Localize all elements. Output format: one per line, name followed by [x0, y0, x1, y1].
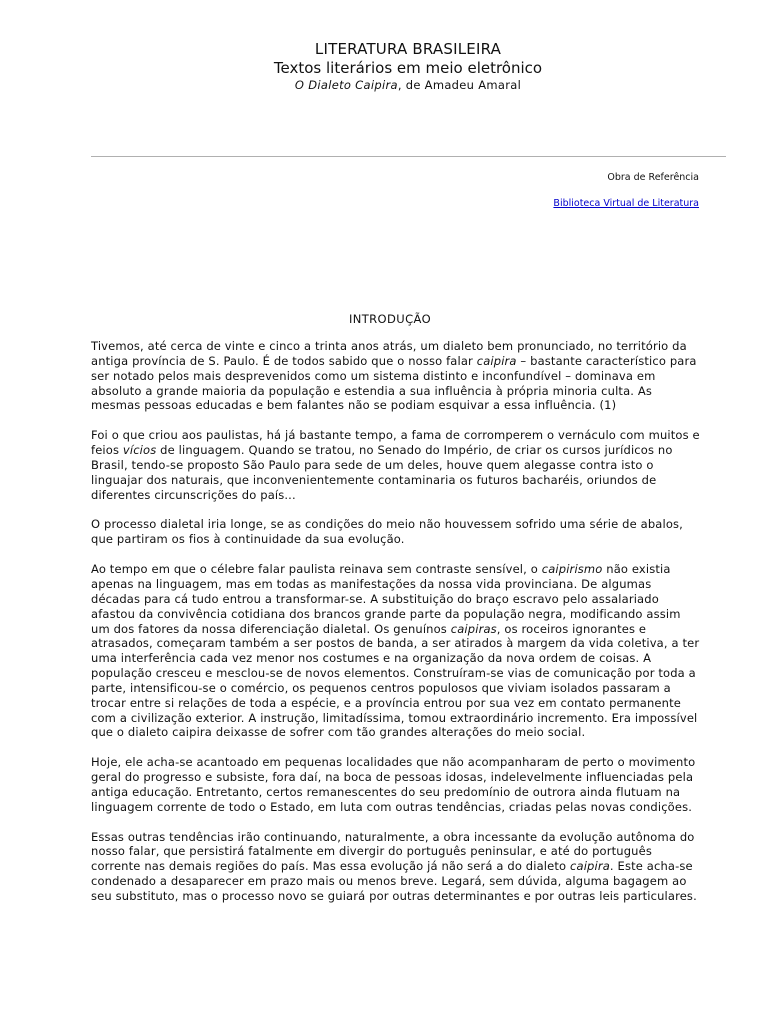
section-title: INTRODUÇÃO — [348, 312, 432, 326]
paragraph: Hoje, ele acha-se acantoado em pequenas localidades que não acompanharam de perto o movimento geral do progresso e subsiste, fora daí, na boca de pessoas idosas, indelevelmente influenciadas pela antiga educação. Entretanto, certos remanescentes do seu predomínio de outrora ainda flutuam na linguagem corrente de todo o Estado, em luta com outras tendências, criadas pelas novas condições. — [91, 755, 696, 814]
document-header — [0, 40, 768, 92]
header-divider — [91, 156, 726, 157]
paragraph: Essas outras tendências irão continuando, naturalmente, a obra incessante da evolução autônoma do nosso falar, que persistirá fatalmente em divergir do português peninsular, e até do português corrente nas demais regiões do país. Mas essa evolução já não será a do dialeto caipira. Este acha-se condenado a desaparecer em prazo mais ou menos breve. Legará, sem dúvida, alguma bagagem ao seu substituto, mas o processo novo se guiará por outras determinantes e por outras leis particulares. — [91, 829, 697, 903]
paragraph: O processo dialetal iria longe, se as condições do meio não houvessem sofrido uma série de abalos, que partiram os fios à continuidade da sua evolução. — [91, 517, 683, 547]
body-text — [91, 339, 701, 919]
paragraph: Tivemos, até cerca de vinte e cinco a trinta anos atrás, um dialeto bem pronunciado, no território da antiga província de S. Paulo. É de todos sabido que o nosso falar caipira – bastante característico para ser notado pelos mais desprevenidos como um sistema distinto e inconfundível – dominava em absoluto a grande maioria da população e estendia a sua influência à própria minoria culta. As mesmas pessoas educadas e bem falantes não se podiam esquivar a essa influência. (1) — [91, 339, 697, 413]
paragraph: Foi o que criou aos paulistas, há já bastante tempo, a fama de corromperem o vernáculo com muitos e feios vícios de linguagem. Quando se tratou, no Senado do Império, de criar os cursos jurídicos no Brasil, tendo-se proposto São Paulo para sede de um deles, houve quem alegasse contra isto o linguajar dos naturais, que inconvenientemente contaminaria os futuros bacharéis, oriundos de diferentes circunscrições do país... — [91, 428, 700, 502]
work-title: O Dialeto Caipira — [294, 78, 398, 92]
work-citation — [0, 78, 768, 92]
library-link[interactable]: Biblioteca Virtual de Literatura — [553, 198, 699, 209]
paragraph: Ao tempo em que o célebre falar paulista reinava sem contraste sensível, o caipirismo não existia apenas na linguagem, mas em todas as manifestações da nossa vida provinciana. De algumas décadas para cá tudo entrou a transformar-se. A substituição do braço escravo pelo assalariado afastou da convivência cotidiana dos brancos grande parte da população negra, modificando assim um dos fatores da nossa diferenciação dialetal. Os genuínos caipiras, os roceiros ignorantes e atrasados, começaram também a ser postos de banda, a ser atirados à margem da vida coletiva, a ter uma interferência cada vez menor nos costumes e na organização da nova ordem de coisas. A população cresceu e mesclou-se de novos elementos. Construíram-se vias de comunicação por toda a parte, intensificou-se o comércio, os pequenos centros populosos que viviam isolados passaram a trocar entre si relações de toda a espécie, e a província entrou por sua vez em contato permanente com a civilização exterior. A instrução, limitadíssima, tomou extraordinário incremento. Era impossível que o dialeto caipira deixasse de sofrer com tão grandes alterações do meio social. — [91, 562, 700, 740]
site-title: LITERATURA BRASILEIRA — [314, 40, 502, 58]
work-author: , de Amadeu Amaral — [397, 78, 522, 92]
reference-label: Obra de Referência — [607, 172, 699, 183]
site-subtitle: Textos literários em meio eletrônico — [273, 59, 543, 77]
